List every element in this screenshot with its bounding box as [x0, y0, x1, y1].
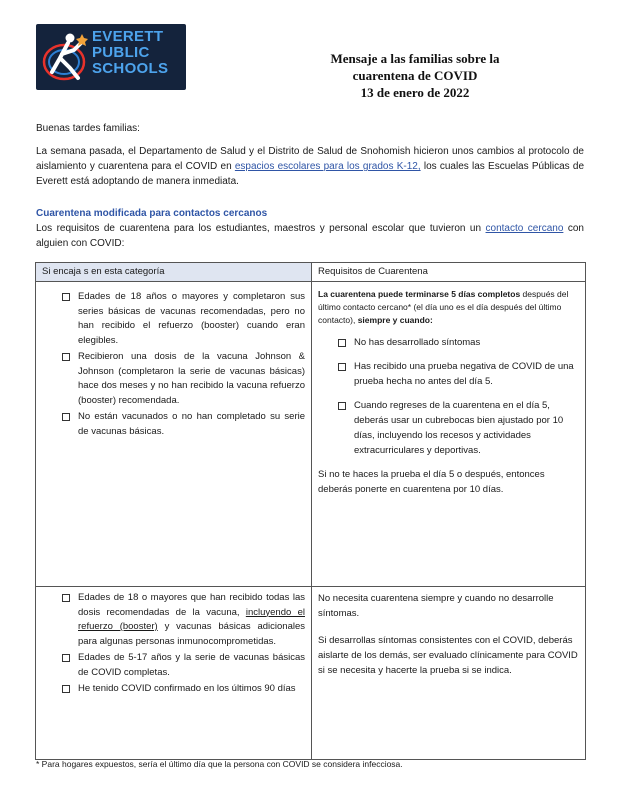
list-item: No están vacunados o no han completado su serie de vacunas básicas. — [42, 410, 305, 439]
checkbox-icon — [338, 339, 346, 347]
runner-icon — [40, 28, 90, 86]
requirement-text: No necesita cuarentena siempre y cuando no desarrolle síntomas. — [318, 593, 554, 619]
checkbox-icon — [62, 685, 70, 693]
list-item: No has desarrollado síntomas — [318, 335, 579, 350]
table-row — [36, 282, 586, 587]
list-item: Recibieron una dosis de la vacuna Johnson & Johnson (completaron la serie de vacunas básicas) hace dos meses y no han recibido la vacuna refuerzo (booster) recomendada. — [42, 350, 305, 408]
checkbox-icon — [62, 594, 70, 602]
requirements-cell — [312, 282, 586, 587]
checkbox-icon — [62, 293, 70, 301]
footnote: * Para hogares expuestos, sería el último día que la persona con COVID se considera infecciosa. — [36, 759, 403, 769]
section-heading: Cuarentena modificada para contactos cercanos — [36, 208, 268, 219]
table-row — [36, 587, 586, 760]
quarantine-table — [35, 262, 586, 760]
checkbox-icon — [338, 363, 346, 371]
checkbox-icon — [62, 654, 70, 662]
greeting: Buenas tardes familias: — [36, 123, 140, 134]
close-contact-link[interactable]: contacto cercano — [485, 223, 564, 234]
requirement-note: Si no te haces la prueba el día 5 o después, entonces deberás ponerte en cuarentena por 10 días. — [318, 469, 545, 495]
requirement-summary: La cuarentena puede terminarse 5 días completos después del último contacto cercano* (el día uno es el día después del último contacto), siempre y cuando: — [318, 289, 569, 325]
list-item: He tenido COVID confirmado en los últimos 90 días — [42, 682, 305, 697]
page-title: Mensaje a las familias sobre la cuarentena de COVID 13 de enero de 2022 — [330, 51, 500, 100]
table-header-row — [36, 263, 586, 282]
logo-wordmark: EVERETT PUBLIC SCHOOLS — [92, 28, 169, 77]
list-item: Edades de 18 o mayores que han recibido todas las dosis recomendadas de la vacuna, incluyendo el refuerzo (booster) y vacunas básicas adicionales para algunas personas inmunocomprometidas. — [42, 591, 305, 649]
list-item: Has recibido una prueba negativa de COVID de una prueba hecha no antes del día 5. — [318, 359, 579, 389]
checkbox-icon — [62, 413, 70, 421]
list-item: Edades de 18 años o mayores y completaron sus series básicas de vacunas recomendadas, pero no han recibido el refuerzo (booster) cuando eran elegibles. — [42, 290, 305, 348]
checkbox-icon — [338, 402, 346, 410]
k12-spaces-link[interactable]: espacios escolares para los grados K-12, — [234, 161, 421, 172]
requirements-cell — [312, 587, 586, 760]
requirement-text: Si desarrollas síntomas consistentes con el COVID, deberás aislarte de los demás, ser evaluado clínicamente para COVID si se necesita y hacerte la prueba si se indica. — [318, 635, 578, 676]
category-cell — [36, 587, 312, 760]
district-logo — [36, 24, 186, 90]
column-header-requirements: Requisitos de Cuarentena — [312, 263, 586, 282]
checkbox-icon — [62, 353, 70, 361]
list-item: Cuando regreses de la cuarentena en el día 5, deberás usar un cubrebocas bien ajustado por 10 días, incluyendo los recesos y actividades extracurriculares y deportivas. — [318, 398, 579, 458]
intro-paragraph: La semana pasada, el Departamento de Salud y el Distrito de Salud de Snohomish hicieron unos cambios al protocolo de aislamiento y cuarentena para el COVID en espacios escolares para los grados K-12, los cuales las Escuelas Públicas de Everett está adoptando de manera inmediata. — [36, 146, 584, 187]
section-text: Los requisitos de cuarentena para los estudiantes, maestros y personal escolar que tuvieron un contacto cercano con alguien con COVID: — [36, 223, 584, 249]
list-item: Edades de 5-17 años y la serie de vacunas básicas de COVID completas. — [42, 651, 305, 680]
category-cell — [36, 282, 312, 587]
column-header-category: Si encaja s en esta categoría — [36, 263, 312, 282]
